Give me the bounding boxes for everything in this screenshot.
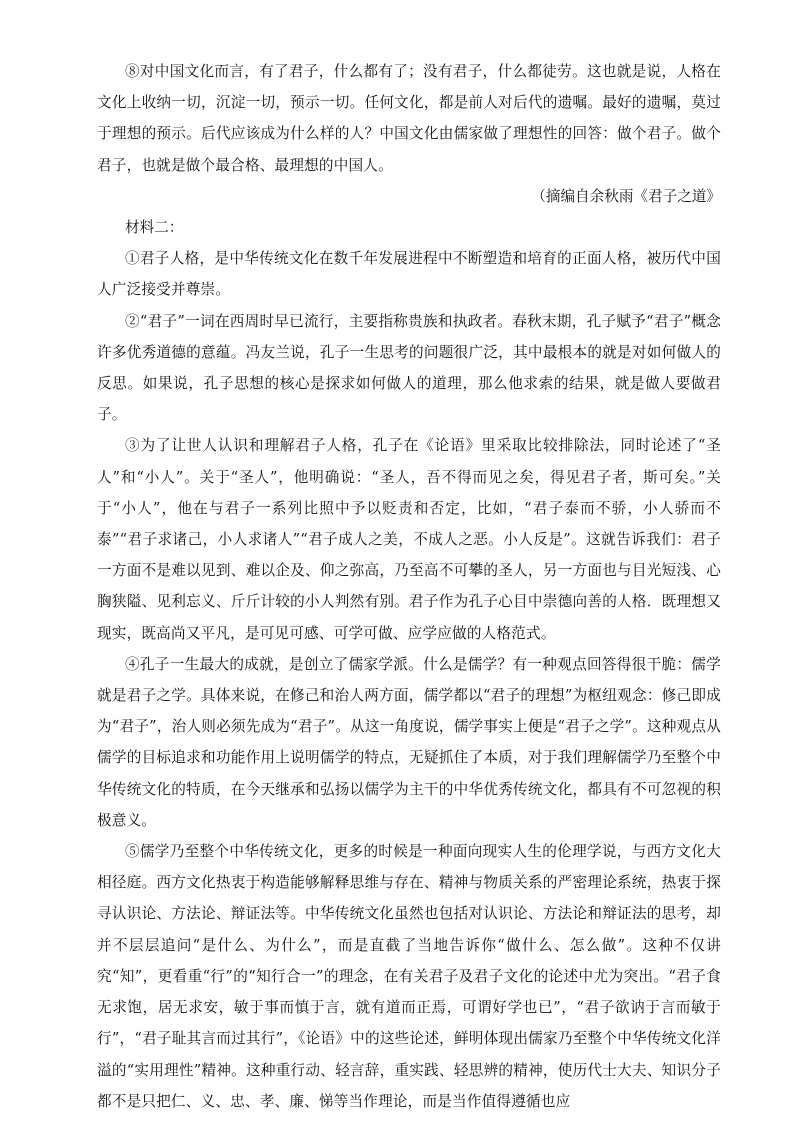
paragraph-3: ③为了让世人认识和理解君子人格，孔子在《论语》里采取比较排除法，同时论述了“圣人”和“小人”。关于“圣人”，他明确说：“圣人，吾不得而见之矣，得见君子者，斯可矣。”关于“小人”，他在与君子一系列比照中予以贬责和否定，比如，“君子泰而不骄，小人骄而不泰”“君子求诸己，小人求诸人”“君子成人之美，不成人之恶。小人反是”。这就告诉我们：君子一方面不是难以见到、难以企及、仰之弥高，乃至高不可攀的圣人，另一方面也与目光短浅、心胸狭隘、见利忘义、斤斤计较的小人判然有别。君子作为孔子心目中崇德向善的人格．既理想又现实，既高尚又平凡，是可见可感、可学可做、应学应做的人格范式。 xyxy=(97,437,721,642)
document-body xyxy=(97,56,721,1117)
paragraph-4: ④孔子一生最大的成就，是创立了儒家学派。什么是儒学？有一种观点回答得很干脆：儒学就是君子之学。具体来说，在修己和治人两方面，儒学都以“君子的理想”为枢纽观念：修己即成为“君子”，治人则必须先成为“君子”。从这一角度说，儒学事实上便是“君子之学”。这种观点从儒学的目标追求和功能作用上说明儒学的特点，无疑抓住了本质，对于我们理解儒学乃至整个中华传统文化的特质，在今天继承和弘扬以儒学为主干的中华优秀传统文化，都具有不可忽视的积极意义。 xyxy=(97,655,721,829)
paragraph-2: ②“君子”一词在西周时早已流行，主要指称贵族和执政者。春秋末期，孔子赋予“君子”概念许多优秀道德的意蕴。冯友兰说，孔子一生思考的问题很广泛，其中最根本的就是对如何做人的反思。如果说，孔子思想的核心是探求如何做人的道理，那么他求索的结果，就是做人要做君子。 xyxy=(97,312,721,424)
paragraph-5: ⑤儒学乃至整个中华传统文化，更多的时候是一种面向现实人生的伦理学说，与西方文化大相径庭。西方文化热衷于构造能够解释思维与存在、精神与物质关系的严密理论系统，热衷于探寻认识论、方法论、辩证法等。中华传统文化虽然也包括对认识论、方法论和辩证法的思考，却并不层层追问“是什么、为什么”，而是直截了当地告诉你“做什么、怎么做”。这种不仅讲究“知”，更看重“行”的“知行合一”的理念，在有关君子及君子文化的论述中尤为突出。“君子食无求饱，居无求安，敏于事而慎于言，就有道而正焉，可谓好学也已”，“君子欲讷于言而敏于行”，“君子耻其言而过其行”，《论语》中的这些论述，鲜明体现出儒家乃至整个中华传统文化洋溢的“实用理性”精神。这种重行动、轻言辞，重实践、轻思辨的精神，使历代士大夫、知识分子都不是只把仁、义、忠、孝、廉、悌等当作理论，而是当作值得遵循也应 xyxy=(97,843,721,1110)
paragraph-8: ⑧对中国文化而言，有了君子，什么都有了；没有君子，什么都徒劳。这也就是说，人格在文化上收纳一切，沉淀一切，预示一切。任何文化，都是前人对后代的遗嘱。最好的遗嘱，莫过于理想的预示。后代应该成为什么样的人？中国文化由儒家做了理想性的回答：做个君子。做个君子，也就是做个最合格、最理想的中国人。 xyxy=(97,63,721,174)
section-label-material-2: 材料二： xyxy=(125,219,184,237)
paragraph-1: ①君子人格，是中华传统文化在数千年发展进程中不断塑造和培育的正面人格，被历代中国人广泛接受并尊崇。 xyxy=(97,250,721,299)
source-citation: （摘编自余秋雨《君子之道》 xyxy=(531,187,721,205)
